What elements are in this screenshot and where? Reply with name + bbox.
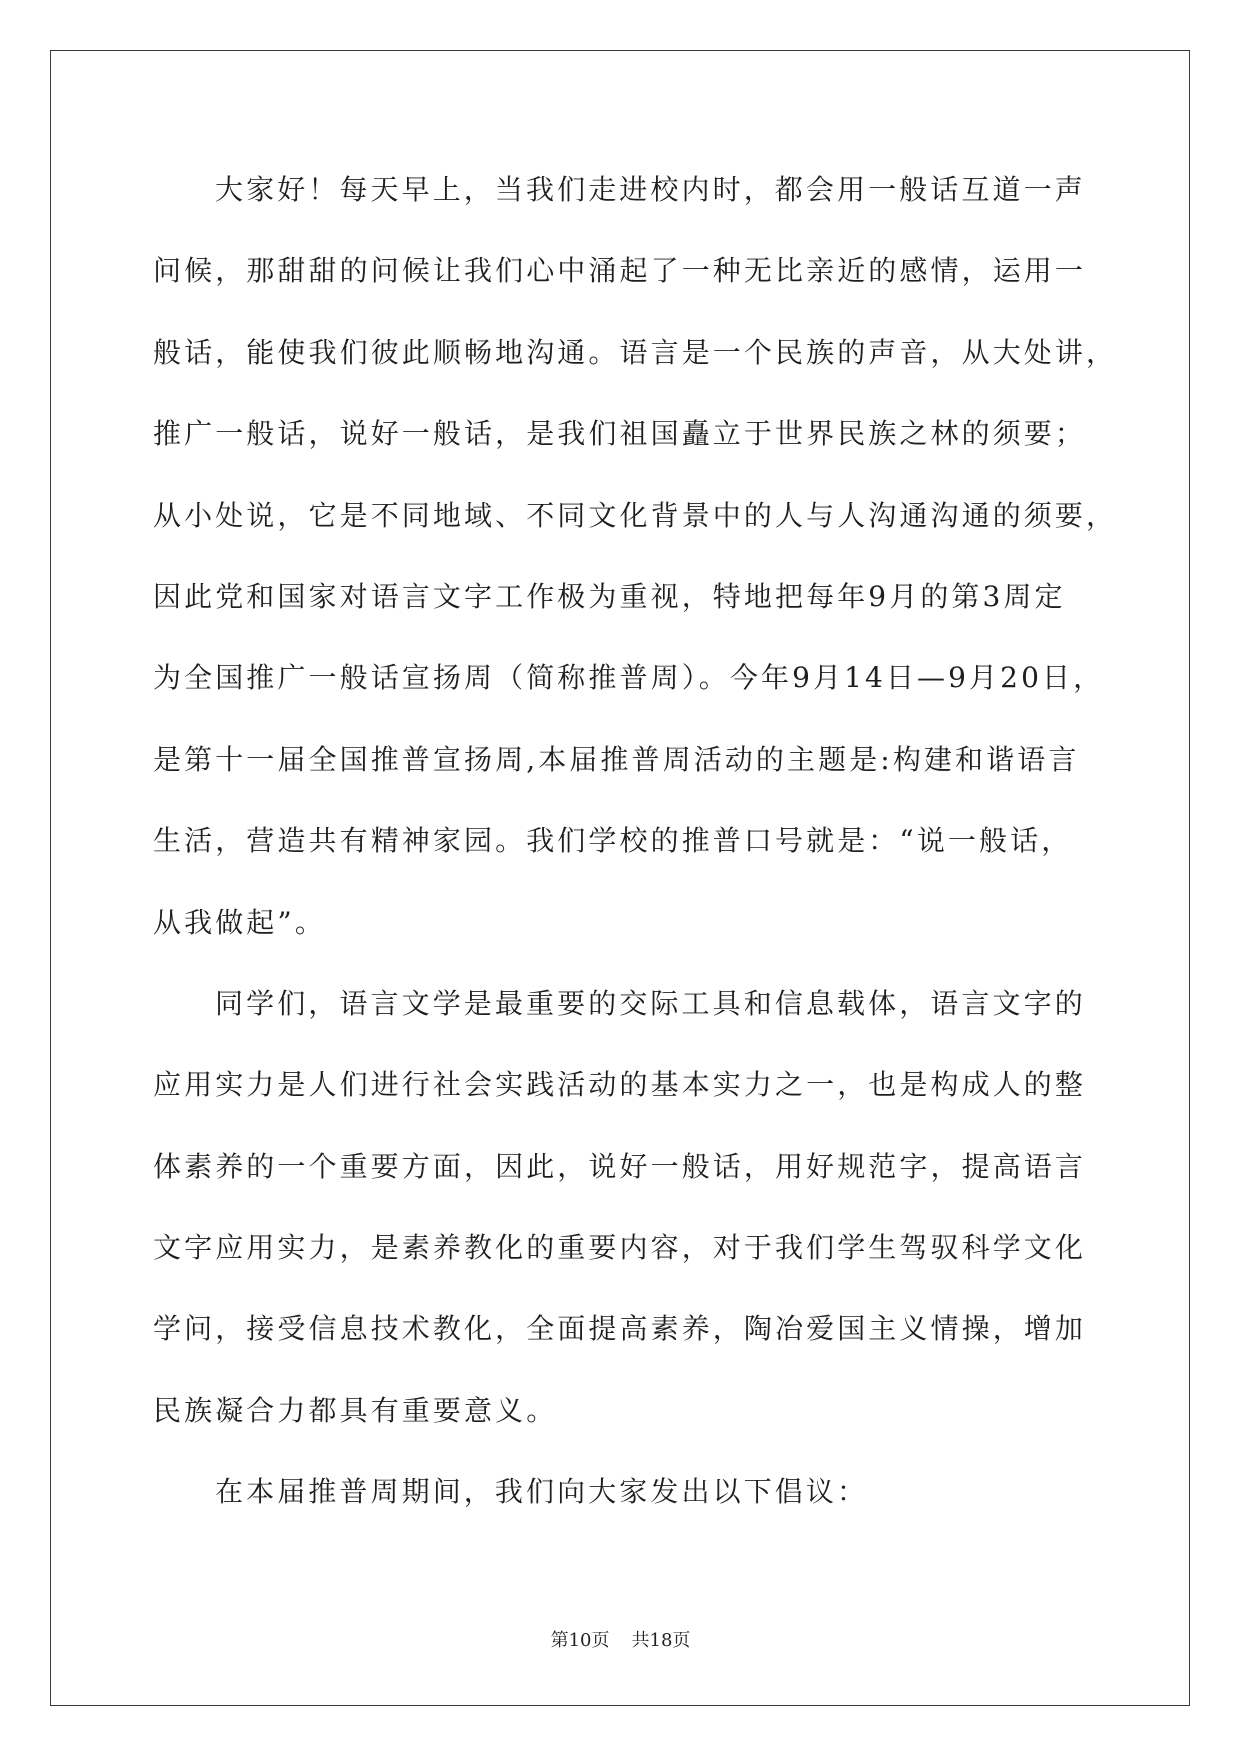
paragraph-1 [153,149,1143,963]
paragraph-line: 推广一般话，说好一般话，是我们祖国矗立于世界民族之林的须要； [153,417,1087,451]
page-number: 第10页 [550,1630,610,1651]
paragraph-line: 从我做起”。 [153,905,326,939]
paragraph-line: 同学们，语言文学是最重要的交际工具和信息载体，语言文字的 [215,986,1086,1020]
paragraph-line: 大家好！每天早上，当我们走进校内时，都会用一般话互道一声 [215,173,1086,206]
paragraph-3 [153,1451,1143,1532]
paragraph-line: 民族凝合力都具有重要意义。 [153,1393,558,1427]
paragraph-line: 应用实力是人们进行社会实践活动的基本实力之一，也是构成人的整 [153,1068,1087,1102]
paragraph-line: 体素养的一个重要方面，因此，说好一般话，用好规范字，提高语言 [153,1149,1087,1183]
document-body [153,149,1143,1533]
paragraph-line: 为全国推广一般话宣扬周（简称推普周）。今年9月14日—9月20日， [153,661,1105,695]
paragraph-line: 文字应用实力，是素养教化的重要内容，对于我们学生驾驭科学文化 [153,1231,1087,1265]
paragraph-line: 是第十一届全国推普宣扬周,本届推普周活动的主题是:构建和谐语言 [153,742,1080,776]
paragraph-line: 问候，那甜甜的问候让我们心中涌起了一种无比亲近的感情，运用一 [153,254,1087,288]
paragraph-line: 学问，接受信息技术教化，全面提高素养，陶冶爱国主义情操，增加 [153,1312,1087,1346]
page-footer [0,1629,1241,1653]
paragraph-line: 生活，营造共有精神家园。我们学校的推普口号就是：“说一般话， [153,824,1073,858]
paragraph-line: 在本届推普周期间，我们向大家发出以下倡议： [215,1475,869,1509]
paragraph-line: 般话，能使我们彼此顺畅地沟通。语言是一个民族的声音，从大处讲， [153,335,1118,369]
paragraph-line: 因此党和国家对语言文字工作极为重视，特地把每年9月的第3周定 [153,579,1066,613]
paragraph-2 [153,963,1143,1451]
paragraph-line: 从小处说，它是不同地域、不同文化背景中的人与人沟通沟通的须要， [153,498,1118,532]
page-total: 共18页 [631,1630,691,1651]
